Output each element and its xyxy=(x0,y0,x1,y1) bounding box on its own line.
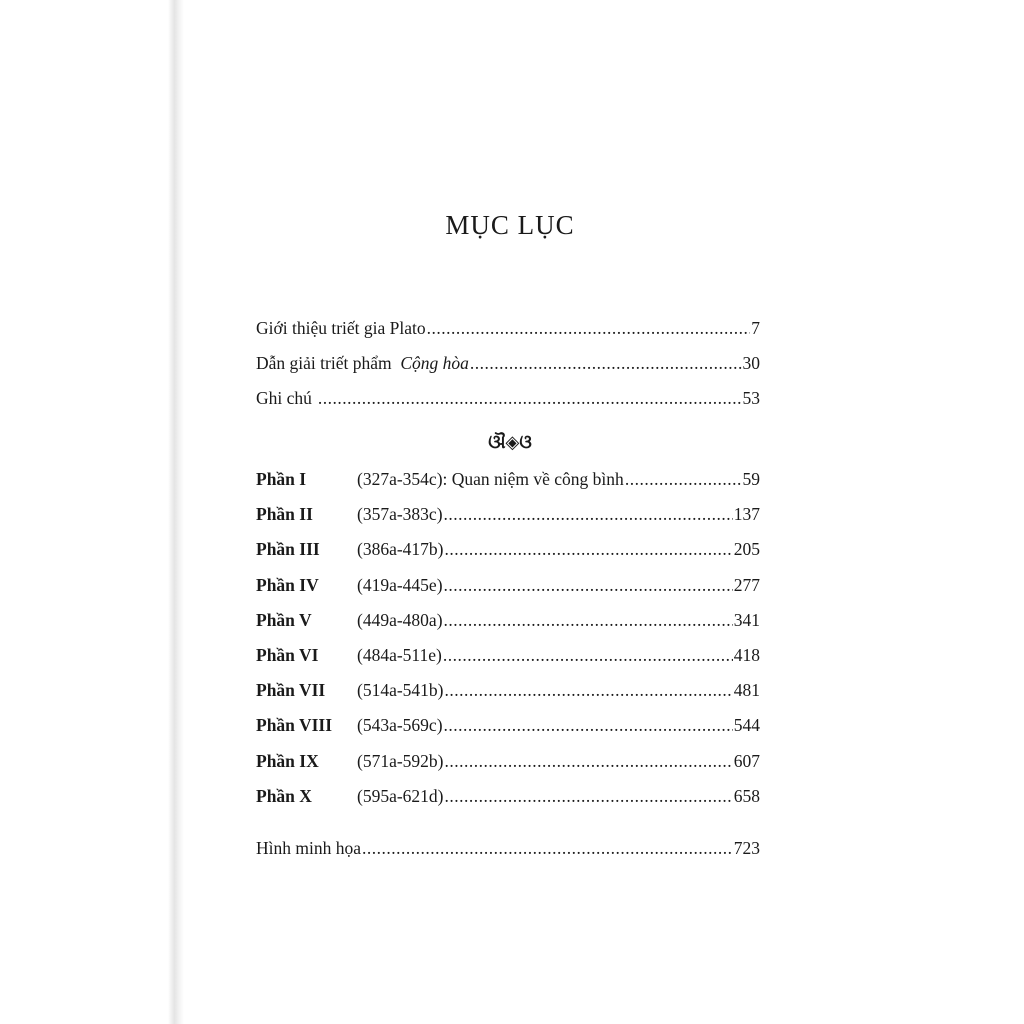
toc-part-entry[interactable] xyxy=(256,469,760,493)
entry-page: 544 xyxy=(733,715,760,736)
dot-leader xyxy=(427,318,751,339)
toc-part-entry[interactable] xyxy=(256,715,760,739)
part-range: (449a-480a) xyxy=(357,609,443,630)
entry-label: Hình minh họa xyxy=(256,838,361,858)
entry-page: 277 xyxy=(733,574,760,595)
toc-part-entry[interactable] xyxy=(256,680,760,704)
dot-leader xyxy=(444,610,733,631)
dot-leader xyxy=(470,353,742,374)
part-label: Phần III xyxy=(256,539,320,560)
toc-part-entry[interactable] xyxy=(256,575,760,599)
toc-part-entry[interactable] xyxy=(256,504,760,528)
dot-leader xyxy=(443,645,733,666)
entry-page: 418 xyxy=(733,645,760,665)
entry-label: Ghi chú xyxy=(256,388,312,408)
toc-part-entry[interactable] xyxy=(256,751,760,775)
entry-page: 607 xyxy=(733,750,760,771)
entry-label-text: Dẫn giải triết phẩm xyxy=(256,353,396,373)
entry-page: 723 xyxy=(733,838,760,858)
part-range: (386a-417b) xyxy=(357,539,444,560)
dot-leader xyxy=(625,469,742,490)
entry-page: 205 xyxy=(733,539,760,560)
dot-leader xyxy=(362,838,733,859)
entry-page: 658 xyxy=(733,785,760,806)
toc-part-entry[interactable] xyxy=(256,539,760,563)
part-label: Phần II xyxy=(256,504,313,525)
entry-page: 59 xyxy=(742,469,760,489)
entry-label: Giới thiệu triết gia Plato xyxy=(256,318,426,338)
part-range: (543a-569c) xyxy=(357,715,443,736)
entry-page: 7 xyxy=(751,318,760,338)
part-range: (327a-354c): Quan niệm về công bình xyxy=(357,469,624,489)
ornament-divider: ଔ◈ଓ xyxy=(488,432,532,452)
part-label: Phần IV xyxy=(256,574,319,595)
toc-entry[interactable] xyxy=(256,388,760,412)
entry-page: 137 xyxy=(733,504,760,525)
part-label: Phần IX xyxy=(256,750,319,771)
entry-page: 53 xyxy=(742,388,760,408)
part-range: (419a-445e) xyxy=(357,574,443,595)
dot-leader xyxy=(445,539,733,560)
part-range: (571a-592b) xyxy=(357,750,444,771)
part-label: Phần V xyxy=(256,609,312,630)
entry-page: 481 xyxy=(733,680,760,701)
entry-label-italic: Cộng hòa xyxy=(400,353,469,373)
dot-leader xyxy=(444,575,733,596)
toc-entry[interactable] xyxy=(256,318,760,342)
page-gutter-shadow xyxy=(168,0,184,1024)
entry-page: 30 xyxy=(742,353,760,373)
entry-label xyxy=(256,353,469,374)
toc-part-entry[interactable] xyxy=(256,786,760,810)
part-range: (357a-383c) xyxy=(357,504,443,525)
part-label: Phần VIII xyxy=(256,715,333,736)
part-label: Phần X xyxy=(256,785,312,806)
dot-leader xyxy=(444,504,733,525)
part-range: (514a-541b) xyxy=(357,680,444,701)
part-label: Phần VI xyxy=(256,645,319,665)
toc-part-entry[interactable] xyxy=(256,610,760,634)
part-label: Phần VII xyxy=(256,680,326,701)
dot-leader xyxy=(318,388,742,409)
toc-entry[interactable] xyxy=(256,353,760,377)
dot-leader xyxy=(445,751,733,772)
part-range: (595a-621d) xyxy=(357,785,444,806)
toc-part-entry[interactable] xyxy=(256,645,760,669)
part-label: Phần I xyxy=(256,469,307,489)
entry-page: 341 xyxy=(733,609,760,630)
toc-entry[interactable] xyxy=(256,838,760,862)
part-range: (484a-511e) xyxy=(357,645,442,665)
page-title: MỤC LỤC xyxy=(445,210,575,240)
dot-leader xyxy=(445,680,733,701)
dot-leader xyxy=(445,786,733,807)
dot-leader xyxy=(444,715,733,736)
